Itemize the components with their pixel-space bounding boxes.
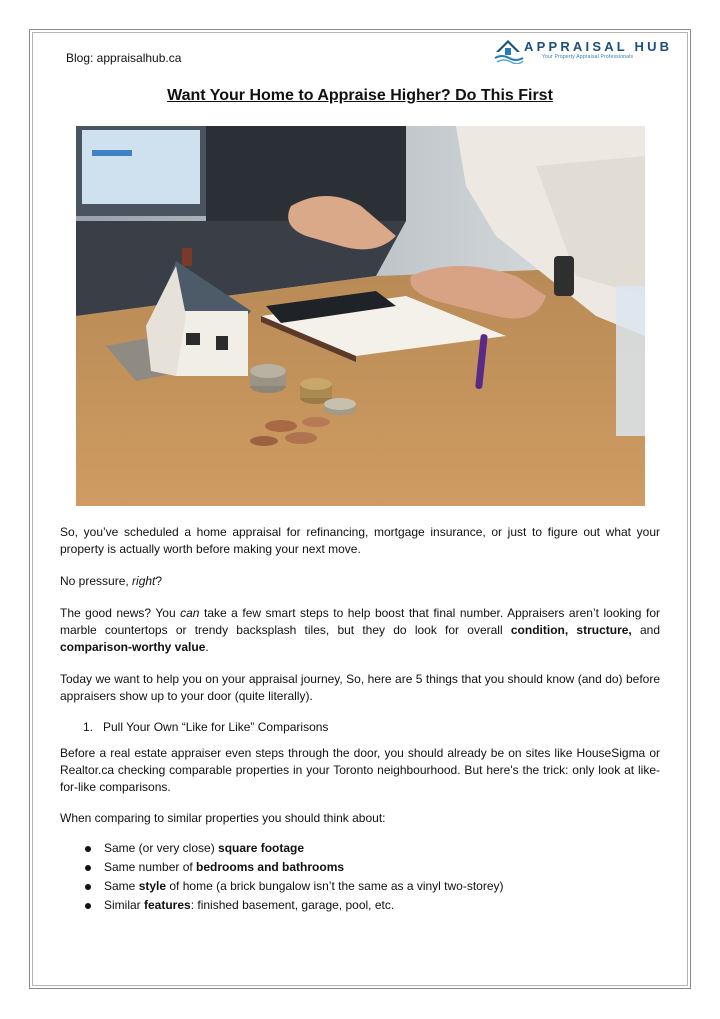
numbered-list-item	[83, 720, 328, 734]
paragraph-today	[60, 671, 660, 705]
appraisal-hub-logo	[494, 36, 674, 66]
article-title: Want Your Home to Appraise Higher? Do This First	[167, 87, 553, 104]
list-item	[60, 859, 660, 878]
logo-tagline: Your Property Appraisal Professionals	[542, 54, 634, 60]
bullet-text: Similar	[104, 898, 145, 912]
bullet-strong: bedrooms and bathrooms	[196, 860, 345, 874]
paragraph-intro	[60, 524, 660, 558]
good-news-text-c: and	[631, 623, 661, 637]
bullet-text: Same	[104, 879, 139, 893]
paragraph-today-text: Today we want to help you on your appraisal journey, So, here are 5 things that you should know (and do) before appraisers show up to your door (quite literally).	[60, 672, 660, 703]
paragraph-comparing	[60, 810, 660, 827]
good-news-text-b: take a few smart steps to help boost that final number. Appraisers aren’t looking for marble countertops or trendy backsplash tiles, but they do look for overall	[60, 606, 660, 637]
good-news-emphasis: can	[180, 606, 200, 620]
house-logo-icon	[494, 36, 524, 64]
bullet-text-post: : finished basement, garage, pool, etc.	[190, 898, 395, 912]
good-news-text-d: .	[205, 640, 209, 654]
bullet-strong: features	[144, 898, 191, 912]
paragraph-before	[60, 745, 660, 796]
bullet-text-post: of home (a brick bungalow isn’t the same as a vinyl two-storey)	[166, 879, 504, 893]
no-pressure-text: No pressure,	[60, 574, 133, 588]
bullet-dot-icon	[85, 865, 91, 871]
bullet-strong: style	[138, 879, 167, 893]
bullet-dot-icon	[85, 884, 91, 890]
house-model-coins-photo	[76, 126, 645, 506]
paragraph-before-text: Before a real estate appraiser even steps through the door, you should already be on sites like HouseSigma or Realtor.ca checking comparable properties in your Toronto neighbourhood. But here's the trick: only look at like-for-like comparisons.	[60, 746, 660, 794]
good-news-text-a: The good news? You	[60, 606, 181, 620]
list-item	[60, 897, 660, 916]
list-item-text: Pull Your Own “Like for Like” Comparisons	[103, 720, 329, 734]
bullet-list	[60, 840, 660, 916]
no-pressure-suffix: ?	[155, 574, 163, 588]
logo-wordmark: APPRAISAL HUB	[524, 39, 673, 54]
list-number: 1.	[83, 720, 94, 734]
bullet-dot-icon	[85, 903, 91, 909]
paragraph-no-pressure	[60, 573, 660, 590]
no-pressure-emphasis: right	[132, 574, 156, 588]
bullet-text: Same (or very close)	[104, 841, 219, 855]
paragraph-intro-text: So, you’ve scheduled a home appraisal for refinancing, mortgage insurance, or just to figure out what your property is actually worth before making your next move.	[60, 525, 660, 556]
good-news-strong-2: comparison-worthy value	[60, 640, 206, 654]
list-item	[60, 878, 660, 897]
paragraph-good-news	[60, 605, 660, 656]
bullet-strong: square footage	[218, 841, 305, 855]
bullet-dot-icon	[85, 846, 91, 852]
good-news-strong-1: condition, structure,	[510, 623, 632, 637]
bullet-text: Same number of	[104, 860, 197, 874]
blog-label: Blog: appraisalhub.ca	[66, 51, 182, 65]
list-item	[60, 840, 660, 859]
paragraph-comparing-text: When comparing to similar properties you should think about:	[60, 811, 386, 825]
